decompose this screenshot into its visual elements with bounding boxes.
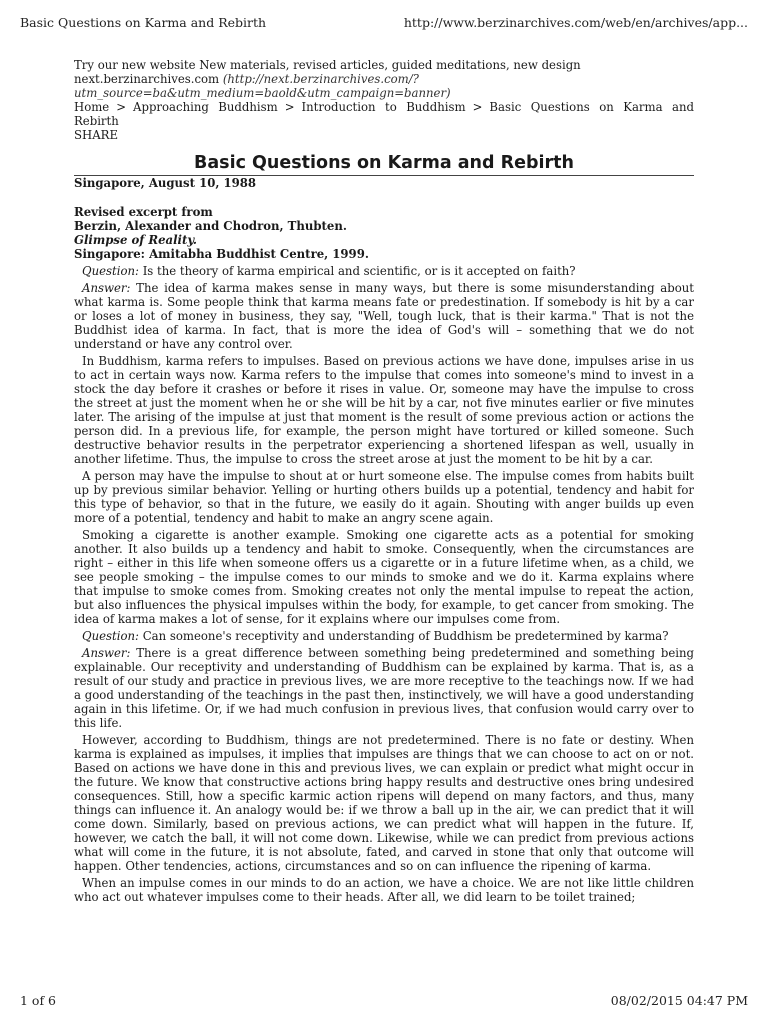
print-footer [20, 993, 748, 1009]
citation-authors: Berzin, Alexander and Chodron, Thubten. [74, 219, 347, 233]
breadcrumb-separator: > [472, 100, 483, 114]
breadcrumb-introduction-to-buddhism[interactable]: Introduction to Buddhism [301, 100, 466, 114]
page-content [74, 58, 694, 904]
question-label: Question: [82, 264, 139, 278]
body-paragraph: A person may have the impulse to shout at or hurt someone else. The impulse comes from habits built up by previous similar behavior. Yelling or hurting others builds up a potential, tendency and habit for this type of behavior, so that in the future, we easily do it again. Shouting with anger builds up even more of a potential, tendency and habit to make an angry scene again. [74, 469, 694, 525]
answer-label: Answer: [82, 646, 131, 660]
banner-text: Try our new website New materials, revised articles, guided meditations, new design next.berzinarchives.com [74, 58, 581, 86]
print-header [20, 15, 748, 31]
paragraph-text: Can someone's receptivity and understanding of Buddhism be predetermined by karma? [142, 629, 669, 643]
citation-publisher: Singapore: Amitabha Buddhist Centre, 1999. [74, 247, 369, 261]
breadcrumb-home[interactable]: Home [74, 100, 110, 114]
share-link[interactable]: SHARE [74, 128, 118, 142]
site-banner [74, 58, 694, 100]
citation-book-title: Glimpse of Reality. [74, 233, 197, 247]
paragraph-text: The idea of karma makes sense in many ways, but there is some misunderstanding about what karma is. Some people think that karma means fate or predestination. If somebody is hit by a car or loses a lot of money in business, they say, "Well, tough luck, that is their karma." That is not the Buddhist idea of karma. In fact, that is more the idea of God's will – something that we do not understand or have any control over. [74, 281, 694, 351]
breadcrumb-separator: > [284, 100, 295, 114]
body-paragraph: In Buddhism, karma refers to impulses. Based on previous actions we have done, impulses arise in us to act in certain ways now. Karma refers to the impulse that comes into someone's mind to invest in a stock the day before it crashes or before it rises in value. Or, someone may have the impulse to cross the street at just the moment when he or she will be hit by a car, not five minutes earlier or five minutes later. The arising of the impulse at just that moment is the result of some previous action or actions the person did. In a previous life, for example, the person might have tortured or killed someone. Such destructive behavior results in the perpetrator experiencing a shortened lifespan as well, usually in another lifetime. Thus, the impulse to cross the street arose at just the moment to be hit by a car. [74, 354, 694, 466]
body-paragraph: However, according to Buddhism, things are not predetermined. There is no fate or destiny. When karma is explained as impulses, it implies that impulses are things that we can choose to act on or not. Based on actions we have done in this and previous lives, we can explain or predict what might occur in the future. We know that constructive actions bring happy results and destructive ones bring undesired consequences. Still, how a specific karmic action ripens will depend on many factors, and thus, many things can influence it. An analogy would be: if we throw a ball up in the air, we can predict that it will come down. Similarly, based on previous actions, we can predict what will happen in the future. If, however, we catch the ball, it will not come down. Likewise, while we can predict from previous actions what will come in the future, it is not absolute, fated, and carved in stone that only that outcome will happen. Other tendencies, actions, circumstances and so on can influence the ripening of karma. [74, 733, 694, 873]
page-number: 1 of 6 [20, 993, 57, 1008]
print-header-title: Basic Questions on Karma and Rebirth [20, 15, 267, 30]
breadcrumb-current: Basic Questions on Karma and Rebirth [74, 100, 694, 128]
date-line: Singapore, August 10, 1988 [74, 176, 257, 190]
answer-paragraph [74, 281, 694, 351]
print-header-url: http://www.berzinarchives.com/web/en/archives/app... [403, 15, 748, 30]
breadcrumb-separator: > [116, 100, 127, 114]
question-paragraph [74, 264, 694, 278]
question-label: Question: [82, 629, 139, 643]
body-paragraph: Smoking a cigarette is another example. Smoking one cigarette acts as a potential for smoking another. It also builds up a tendency and habit to smoke. Consequently, when the circumstances are right – either in this life when someone offers us a cigarette or in a future lifetime when, as a child, we see people smoking – the impulse comes to our minds to smoke and we do it. Karma explains where that impulse to smoke comes from. Smoking creates not only the mental impulse to repeat the action, but also influences the physical impulses within the body, for example, to get cancer from smoking. The idea of karma makes a lot of sense, for it explains where our impulses come from. [74, 528, 694, 626]
answer-label: Answer: [82, 281, 131, 295]
breadcrumb [74, 100, 694, 128]
paragraph-text: Is the theory of karma empirical and scientific, or is it accepted on faith? [142, 264, 576, 278]
excerpt-citation [74, 205, 694, 261]
print-datetime: 08/02/2015 04:47 PM [610, 993, 748, 1008]
page-title: Basic Questions on Karma and Rebirth [74, 152, 694, 176]
banner-link[interactable]: (http://next.berzinarchives.com/?utm_source=ba&utm_medium=baold&utm_campaign=banner) [74, 72, 451, 100]
paragraph-text: There is a great difference between something being predetermined and something being explainable. Our receptivity and understanding of Buddhism can be explained by karma. That is, as a result of our study and practice in previous lives, we are more receptive to the teachings now. If we had a good understanding of the teachings in the past then, instinctively, we will have a good understanding again in this lifetime. Or, if we had much confusion in previous lives, that confusion would carry over to this life. [74, 646, 694, 730]
excerpt-label: Revised excerpt from [74, 205, 213, 219]
question-paragraph [74, 629, 694, 643]
breadcrumb-approaching-buddhism[interactable]: Approaching Buddhism [133, 100, 278, 114]
article-body [74, 264, 694, 904]
answer-paragraph [74, 646, 694, 730]
body-paragraph: When an impulse comes in our minds to do an action, we have a choice. We are not like little children who act out whatever impulses come to their heads. After all, we did learn to be toilet trained; [74, 876, 694, 904]
